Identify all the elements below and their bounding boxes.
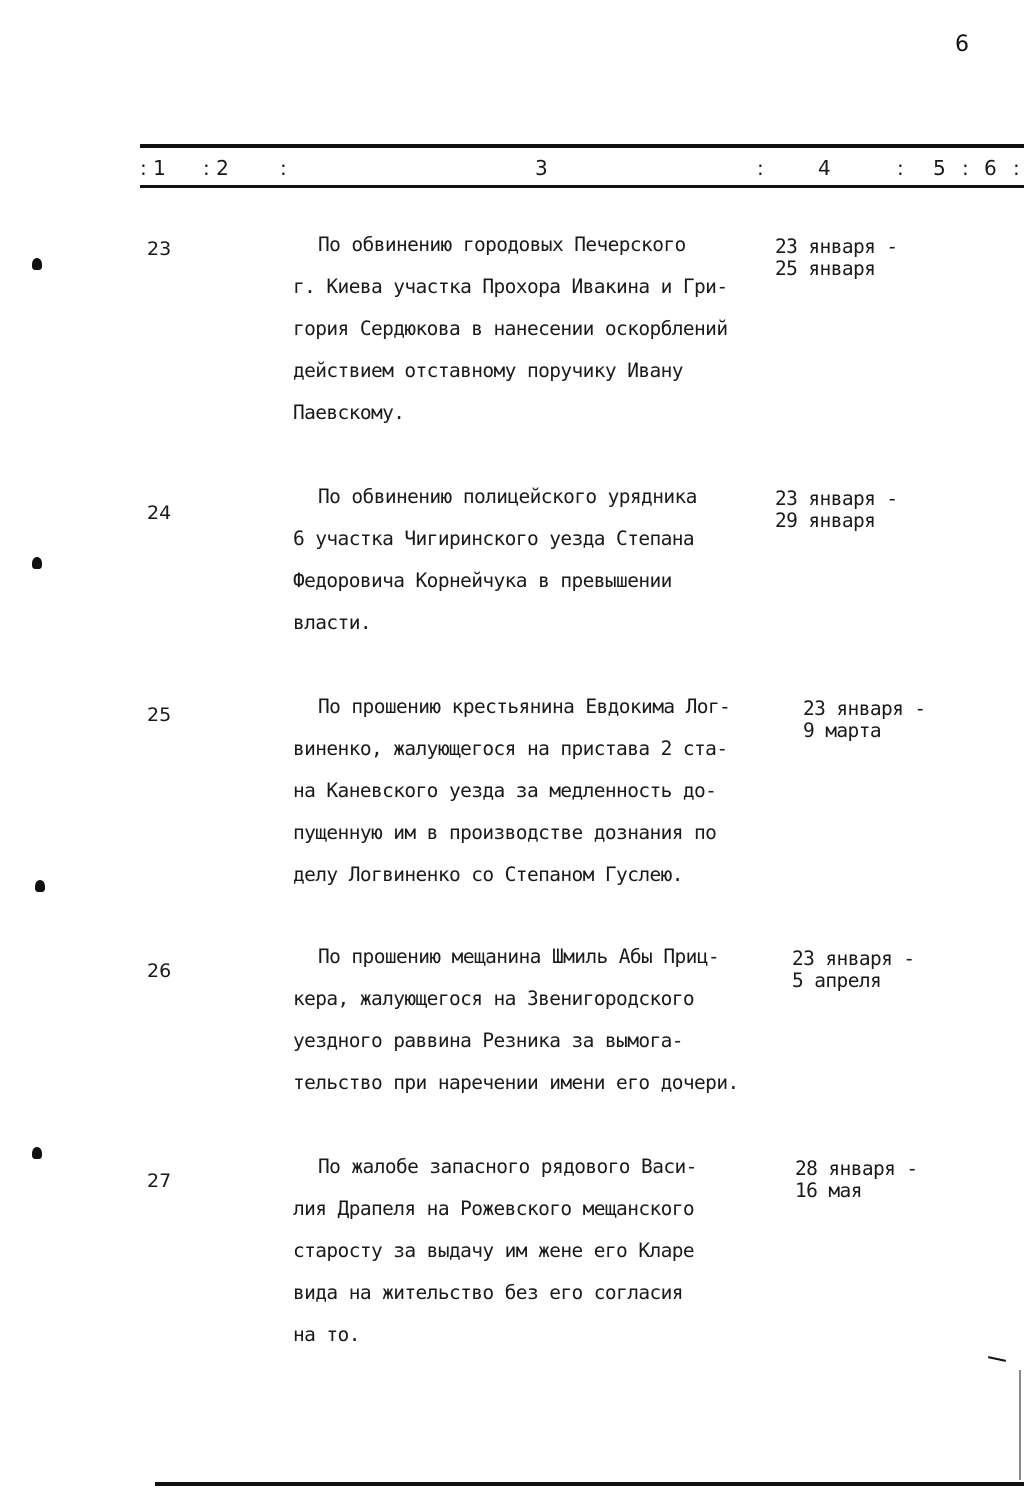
entry-description <box>293 936 793 1104</box>
text-line: тельство при наречении имени его дочери. <box>293 1071 739 1094</box>
page-bottom-rule <box>155 1482 1024 1486</box>
text-line: Паевскому. <box>293 401 405 424</box>
entry-description <box>293 224 793 434</box>
text-line: г. Киева участка Прохора Ивакина и Гри- <box>293 275 728 298</box>
header-bottom-rule <box>140 185 1024 188</box>
entry-date-range <box>775 236 898 280</box>
text-line: По прошению крестьянина Евдокима Лог- <box>318 695 731 718</box>
entry-number: 26 <box>147 960 172 982</box>
margin-ink-mark <box>35 880 45 892</box>
column-header-6: 6 <box>984 156 997 180</box>
margin-ink-mark <box>32 258 42 270</box>
text-line: лия Драпеля на Рожевского мещанского <box>293 1197 695 1220</box>
date-start: 23 января - <box>775 487 898 510</box>
column-separator: : <box>962 156 969 180</box>
entry-number: 24 <box>147 502 172 524</box>
text-line: По обвинению городовых Печерского <box>318 233 686 256</box>
column-header-5: 5 <box>933 156 946 180</box>
edge-pen-mark <box>988 1356 1006 1362</box>
text-line: По обвинению полицейского урядника <box>318 485 697 508</box>
entry-description <box>293 1146 793 1356</box>
entry-number: 23 <box>147 238 172 260</box>
date-start: 23 января - <box>803 697 926 720</box>
margin-ink-mark <box>32 1147 42 1159</box>
text-line: делу Логвиненко со Степаном Гуслею. <box>293 863 683 886</box>
page-number: 6 <box>955 32 969 57</box>
entry-date-range <box>803 698 926 742</box>
text-line: действием отставному поручику Ивану <box>293 359 683 382</box>
entry-number: 25 <box>147 704 172 726</box>
text-line: на Каневского уезда за медленность до- <box>293 779 717 802</box>
text-line: кера, жалующегося на Звенигородского <box>293 987 695 1010</box>
date-end: 5 апреля <box>792 969 882 992</box>
column-header-2: : 2 <box>203 156 229 180</box>
column-separator: : <box>1013 156 1020 180</box>
text-line: По жалобе запасного рядового Васи- <box>318 1155 697 1178</box>
text-line: на то. <box>293 1323 360 1346</box>
column-header-4: 4 <box>818 156 831 180</box>
page-edge-line <box>1019 1370 1021 1480</box>
text-line: По прошению мещанина Шмиль Абы Приц- <box>318 945 720 968</box>
text-line: Федоровича Корнейчука в превышении <box>293 569 672 592</box>
column-header-1: : 1 <box>140 156 166 180</box>
column-header-row <box>140 156 1024 184</box>
column-header-3: 3 <box>535 156 548 180</box>
date-end: 9 марта <box>803 719 881 742</box>
text-line: вида на жительство без его согласия <box>293 1281 683 1304</box>
text-line: власти. <box>293 611 371 634</box>
date-start: 23 января - <box>792 947 915 970</box>
text-line: старосту за выдачу им жене его Кларе <box>293 1239 695 1262</box>
column-separator: : <box>280 156 287 180</box>
text-line: уездного раввина Резника за вымога- <box>293 1029 683 1052</box>
margin-ink-mark <box>32 557 42 569</box>
text-line: виненко, жалующегося на пристава 2 ста- <box>293 737 728 760</box>
entry-description <box>293 476 793 644</box>
entry-description <box>293 686 793 896</box>
entry-date-range <box>792 948 915 992</box>
date-end: 29 января <box>775 509 876 532</box>
entry-number: 27 <box>147 1170 172 1192</box>
entry-date-range <box>775 488 898 532</box>
date-end: 16 мая <box>795 1179 862 1202</box>
date-start: 28 января - <box>795 1157 918 1180</box>
column-separator: : <box>757 156 764 180</box>
text-line: гория Сердюкова в нанесении оскорблений <box>293 317 728 340</box>
column-separator: : <box>897 156 904 180</box>
date-end: 25 января <box>775 257 876 280</box>
header-top-rule <box>140 144 1024 148</box>
entry-date-range <box>795 1158 918 1202</box>
date-start: 23 января - <box>775 235 898 258</box>
text-line: 6 участка Чигиринского уезда Степана <box>293 527 695 550</box>
text-line: пущенную им в производстве дознания по <box>293 821 717 844</box>
